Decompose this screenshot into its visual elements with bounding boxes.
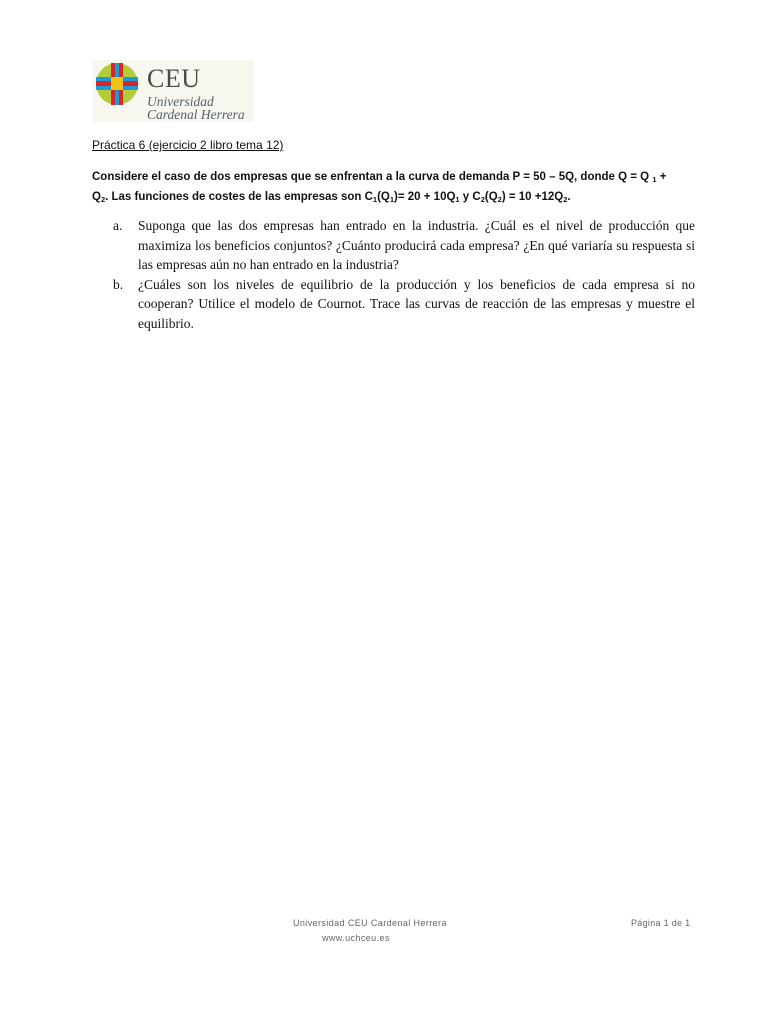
intro-text: (Q bbox=[377, 191, 390, 203]
intro-text: Q bbox=[92, 191, 101, 203]
subscript: 2 bbox=[480, 195, 485, 204]
question-list bbox=[113, 216, 695, 333]
intro-text: Considere el caso de dos empresas que se enfrentan a la curva de demanda P = 50 – 5Q, donde Q = Q bbox=[92, 171, 650, 183]
question-item bbox=[113, 216, 695, 275]
intro-text: + bbox=[656, 171, 667, 183]
intro-text: . Las funciones de costes de las empresas son C bbox=[105, 191, 373, 203]
question-text: Suponga que las dos empresas han entrado en la industria. ¿Cuál es el nivel de producción que maximiza los beneficios conjuntos? ¿Cuánto producirá cada empresa? ¿En qué variaría su respuesta si las empresas aún no han entrado en la industria? bbox=[138, 218, 695, 272]
intro-text: )= 20 + 10Q bbox=[394, 191, 456, 203]
problem-statement-line-1 bbox=[92, 167, 702, 187]
footer-university: Universidad CEU Cardenal Herrera bbox=[293, 918, 447, 928]
intro-text: y C bbox=[459, 191, 481, 203]
intro-text: (Q bbox=[484, 191, 498, 203]
subscript: 1 bbox=[372, 195, 378, 204]
question-item bbox=[113, 275, 695, 334]
question-letter: a. bbox=[113, 218, 123, 233]
document-title: Práctica 6 (ejercicio 2 libro tema 12) bbox=[92, 138, 284, 152]
ceu-emblem-icon bbox=[95, 62, 139, 106]
footer-page-number: Página 1 de 1 bbox=[631, 918, 691, 928]
subscript: 2 bbox=[563, 195, 568, 204]
university-logo bbox=[92, 60, 254, 122]
logo-line-1: Universidad bbox=[147, 94, 214, 109]
question-letter: b. bbox=[113, 276, 124, 292]
logo-brand: CEU bbox=[147, 64, 201, 93]
subscript: 1 bbox=[455, 195, 460, 204]
problem-statement-line-2 bbox=[92, 187, 702, 207]
subscript: 1 bbox=[652, 175, 657, 184]
problem-statement bbox=[92, 167, 702, 207]
footer-url: www.uchceu.es bbox=[322, 933, 390, 943]
subscript: 1 bbox=[389, 195, 395, 204]
question-text: ¿Cuáles son los niveles de equilibrio de la producción y los beneficios de cada empresa si no cooperan? Utilice el modelo de Cournot. Trace las curvas de reacción de las empresas y muestre el equilibrio. bbox=[138, 276, 695, 331]
subscript: 2 bbox=[100, 195, 106, 204]
intro-text: ) = 10 +12Q bbox=[501, 191, 564, 203]
logo-line-2: Cardenal Herrera bbox=[147, 107, 245, 122]
subscript: 2 bbox=[497, 195, 502, 204]
intro-text: . bbox=[567, 191, 571, 203]
